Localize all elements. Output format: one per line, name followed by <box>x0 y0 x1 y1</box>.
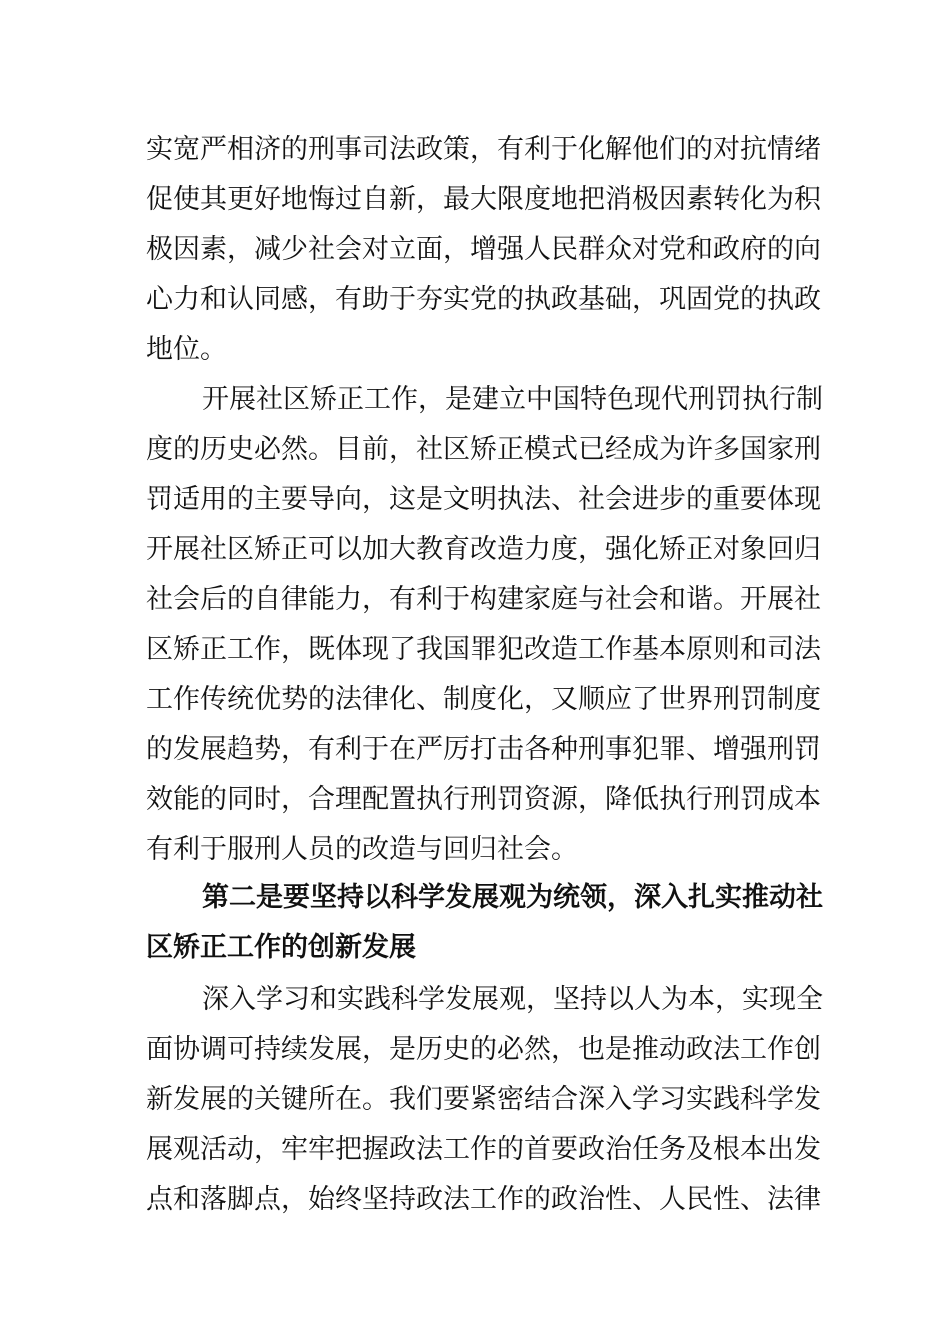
text-line: 效能的同时，合理配置执行刑罚资源，降低执行刑罚成本 <box>146 784 821 815</box>
text-line: 实宽严相济的刑事司法政策，有利于化解他们的对抗情绪 <box>146 134 821 165</box>
text-line: 罚适用的主要导向，这是文明执法、社会进步的重要体现 <box>146 484 821 515</box>
text-line: 点和落脚点，始终坚持政法工作的政治性、人民性、法律 <box>146 1184 821 1215</box>
text-line: 度的历史必然。目前，社区矫正模式已经成为许多国家刑 <box>146 434 821 465</box>
text-line: 开展社区矫正可以加大教育改造力度，强化矫正对象回归 <box>146 534 821 565</box>
text-line: 面协调可持续发展，是历史的必然，也是推动政法工作创 <box>146 1034 821 1065</box>
text-line: 展观活动，牢牢把握政法工作的首要政治任务及根本出发 <box>146 1134 821 1165</box>
text-line: 开展社区矫正工作，是建立中国特色现代刑罚执行制 <box>202 384 823 415</box>
text-line: 的发展趋势，有利于在严厉打击各种刑事犯罪、增强刑罚 <box>146 734 821 765</box>
text-line: 有利于服刑人员的改造与回归社会。 <box>146 834 578 865</box>
text-line: 深入学习和实践科学发展观，坚持以人为本，实现全 <box>202 984 823 1015</box>
text-line: 新发展的关键所在。我们要紧密结合深入学习实践科学发 <box>146 1084 821 1115</box>
text-line: 地位。 <box>146 334 227 365</box>
text-line: 区矫正工作，既体现了我国罪犯改造工作基本原则和司法 <box>146 634 821 665</box>
text-line: 社会后的自律能力，有利于构建家庭与社会和谐。开展社 <box>146 584 821 615</box>
text-line: 心力和认同感，有助于夯实党的执政基础，巩固党的执政 <box>146 284 821 315</box>
text-line: 极因素，减少社会对立面，增强人民群众对党和政府的向 <box>146 234 821 265</box>
section-heading-line: 区矫正工作的创新发展 <box>146 932 416 963</box>
section-heading-line: 第二是要坚持以科学发展观为统领，深入扎实推动社 <box>202 882 823 913</box>
text-line: 促使其更好地悔过自新，最大限度地把消极因素转化为积 <box>146 184 821 215</box>
text-line: 工作传统优势的法律化、制度化，又顺应了世界刑罚制度 <box>146 684 821 715</box>
